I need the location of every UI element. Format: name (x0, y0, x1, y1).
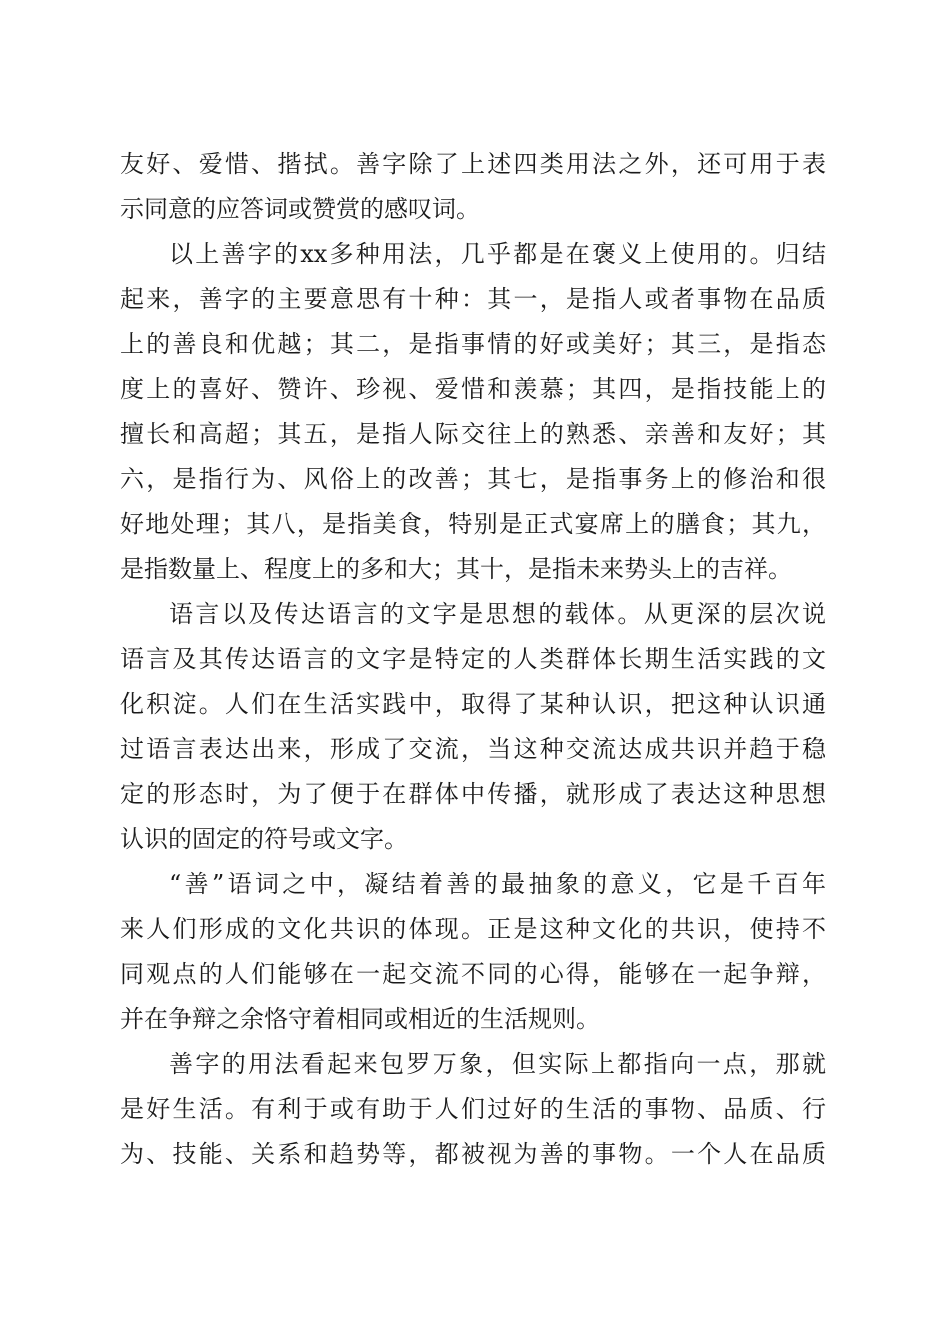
paragraph-start-line: 善字的用法看起来包罗万象，但实际上都指向一点，那就 (169, 1050, 826, 1078)
text-line: 定的形态时，为了便于在群体中传播，就形成了表达这种思想 (120, 780, 826, 808)
text-line: 认识的固定的符号或文字。 (120, 825, 408, 853)
text-line: 是指数量上、程度上的多和大；其十，是指未来势头上的吉祥。 (120, 555, 792, 583)
text-line: 度上的喜好、赞许、珍视、爱惜和羡慕；其四，是指技能上的 (120, 375, 826, 403)
text-line: 过语言表达出来，形成了交流，当这种交流达成共识并趋于稳 (120, 735, 826, 763)
text-line: 擅长和高超；其五，是指人际交往上的熟悉、亲善和友好；其 (120, 420, 826, 448)
text-line: 上的善良和优越；其二，是指事情的好或美好；其三，是指态 (120, 330, 826, 358)
text-line: 化积淀。人们在生活实践中，取得了某种认识，把这种认识通 (120, 690, 826, 718)
text-line: 语言及其传达语言的文字是特定的人类群体长期生活实践的文 (120, 645, 826, 673)
text-line: 并在争辩之余恪守着相同或相近的生活规则。 (120, 1005, 600, 1033)
text-line: 好地处理；其八，是指美食，特别是正式宴席上的膳食；其九， (120, 510, 826, 538)
paragraph-start-line: 以上善字的xx多种用法，几乎都是在褒义上使用的。归结 (169, 240, 826, 268)
paragraph-start-line: “善”语词之中，凝结着善的最抽象的意义，它是千百年 (169, 870, 826, 898)
text-line: 同观点的人们能够在一起交流不同的心得，能够在一起争辩， (120, 960, 826, 988)
text-line: 来人们形成的文化共识的体现。正是这种文化的共识，使持不 (120, 915, 826, 943)
text-line: 为、技能、关系和趋势等，都被视为善的事物。一个人在品质 (120, 1140, 826, 1168)
document-body (120, 142, 826, 1177)
paragraph-start-line: 语言以及传达语言的文字是思想的载体。从更深的层次说 (169, 600, 826, 628)
text-line: 六，是指行为、风俗上的改善；其七，是指事务上的修治和很 (120, 465, 826, 493)
text-line: 友好、爱惜、揩拭。善字除了上述四类用法之外，还可用于表 (120, 150, 826, 178)
text-line: 示同意的应答词或赞赏的感叹词。 (120, 195, 480, 223)
text-line: 是好生活。有利于或有助于人们过好的生活的事物、品质、行 (120, 1095, 826, 1123)
text-line: 起来，善字的主要意思有十种：其一，是指人或者事物在品质 (120, 285, 826, 313)
